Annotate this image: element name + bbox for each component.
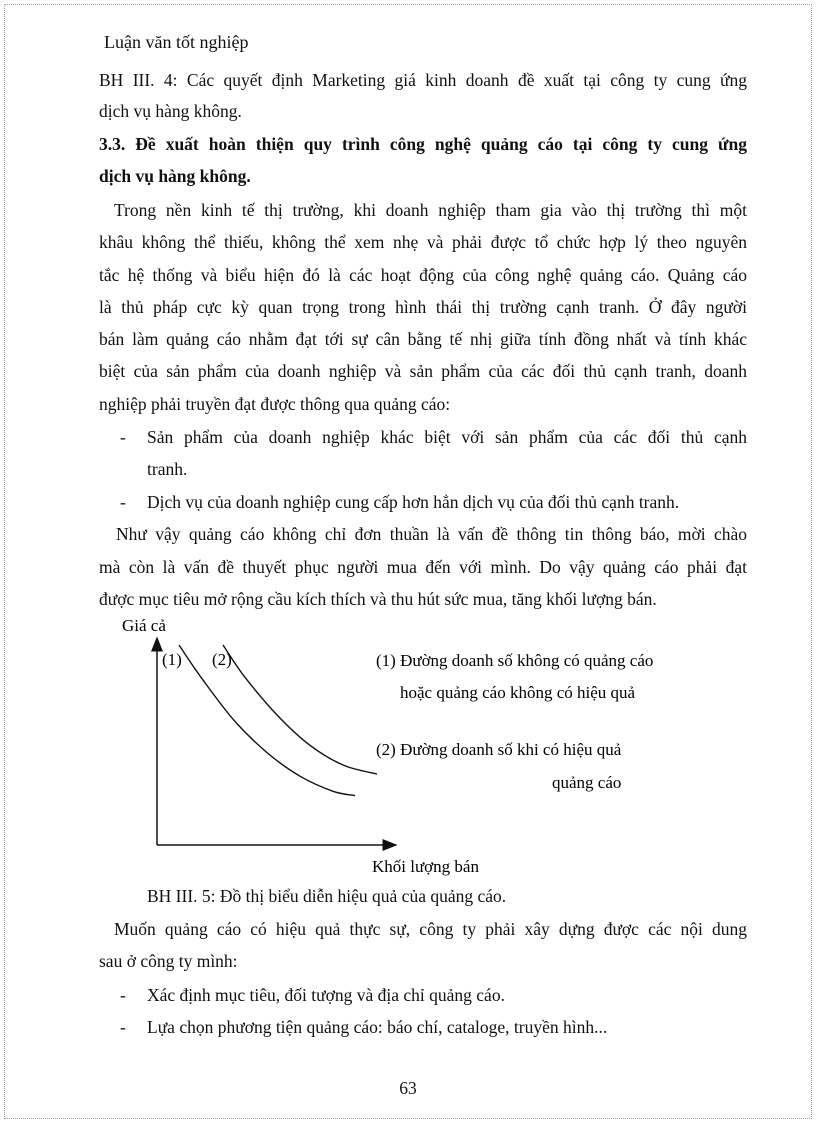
paragraph1-line: là thủ pháp cực kỳ quan trọng trong hình thái thị trường cạnh tranh. Ở đây người (99, 297, 747, 317)
paragraph1-line: khâu không thể thiếu, không thể xem nhẹ và phải được tổ chức hợp lý theo nguyên (99, 232, 747, 252)
paragraph3-line: sau ở công ty mình: (99, 951, 238, 971)
series-1-legend-line1: (1) Đường doanh số không có quảng cáo (376, 651, 654, 670)
bullet2-item2: Lựa chọn phương tiện quảng cáo: báo chí, cataloge, truyền hình... (147, 1017, 608, 1037)
paragraph1-line: tắc hệ thống và biểu hiện đó là các hoạt động của công nghệ quảng cáo. Quảng cáo (99, 265, 747, 285)
series-2-curve (223, 645, 377, 774)
bullet1-item1-line1: Sản phẩm của doanh nghiệp khác biệt với sản phẩm của các đối thủ cạnh (147, 427, 747, 447)
paragraph2-line: được mục tiêu mở rộng cầu kích thích và thu hút sức mua, tăng khối lượng bán. (99, 589, 657, 609)
caption-top-line1: BH III. 4: Các quyết định Marketing giá kinh doanh đề xuất tại công ty cung ứng (99, 70, 747, 90)
figure-caption: BH III. 5: Đồ thị biểu diễn hiệu quả của quảng cáo. (147, 886, 507, 906)
series-2-legend-line1: (2) Đường doanh số khi có hiệu quả (376, 740, 622, 759)
series-2-legend-line2: quảng cáo (552, 773, 622, 792)
bullet-dash: - (120, 492, 126, 512)
paragraph1-line: Trong nền kinh tế thị trường, khi doanh nghiệp tham gia vào thị trường thì một (114, 200, 747, 220)
paragraph1-line: nghiệp phải truyền đạt được thông qua quảng cáo: (99, 394, 451, 414)
bullet2-item1: Xác định mục tiêu, đối tượng và địa chỉ quảng cáo. (147, 985, 505, 1005)
paragraph3-line: Muốn quảng cáo có hiệu quả thực sự, công ty phải xây dựng được các nội dung (114, 919, 747, 939)
paragraph2-line: mà còn là vấn đề thuyết phục người mua đến với mình. Do vậy quảng cáo phải đạt (99, 557, 747, 577)
series-2-marker-label: (2) (212, 650, 232, 669)
bullet1-item2: Dịch vụ của doanh nghiệp cung cấp hơn hẳn dịch vụ của đối thủ cạnh tranh. (147, 492, 680, 512)
series-1-legend-line2: hoặc quảng cáo không có hiệu quả (400, 683, 636, 702)
paragraph1-line: bán làm quảng cáo nhằm đạt tới sự cân bằng tế nhị giữa tính đồng nhất và tính khác (99, 329, 747, 349)
paragraph2-line: Như vậy quảng cáo không chỉ đơn thuần là vấn đề thông tin thông báo, mời chào (116, 524, 747, 544)
caption-top-line2: dịch vụ hàng không. (99, 101, 242, 121)
x-axis-label: Khối lượng bán (372, 857, 479, 876)
advertising-effect-chart (110, 610, 710, 880)
y-axis-label: Giá cả (122, 616, 166, 635)
bullet1-item1-line2: tranh. (147, 459, 188, 479)
bullet-dash: - (120, 985, 126, 1005)
page-number: 63 (399, 1078, 417, 1098)
paragraph1-line: biệt của sản phẩm của doanh nghiệp và sản phẩm của các đối thủ cạnh tranh, doanh (99, 361, 747, 381)
section-heading-line1: 3.3. Đề xuất hoàn thiện quy trình công nghệ quảng cáo tại công ty cung ứng (99, 134, 747, 154)
document-header: Luận văn tốt nghiệp (104, 32, 249, 52)
bullet-dash: - (120, 427, 126, 447)
series-1-marker-label: (1) (162, 650, 182, 669)
bullet-dash: - (120, 1017, 126, 1037)
section-heading-line2: dịch vụ hàng không. (99, 166, 251, 186)
series-1-curve (179, 645, 355, 796)
